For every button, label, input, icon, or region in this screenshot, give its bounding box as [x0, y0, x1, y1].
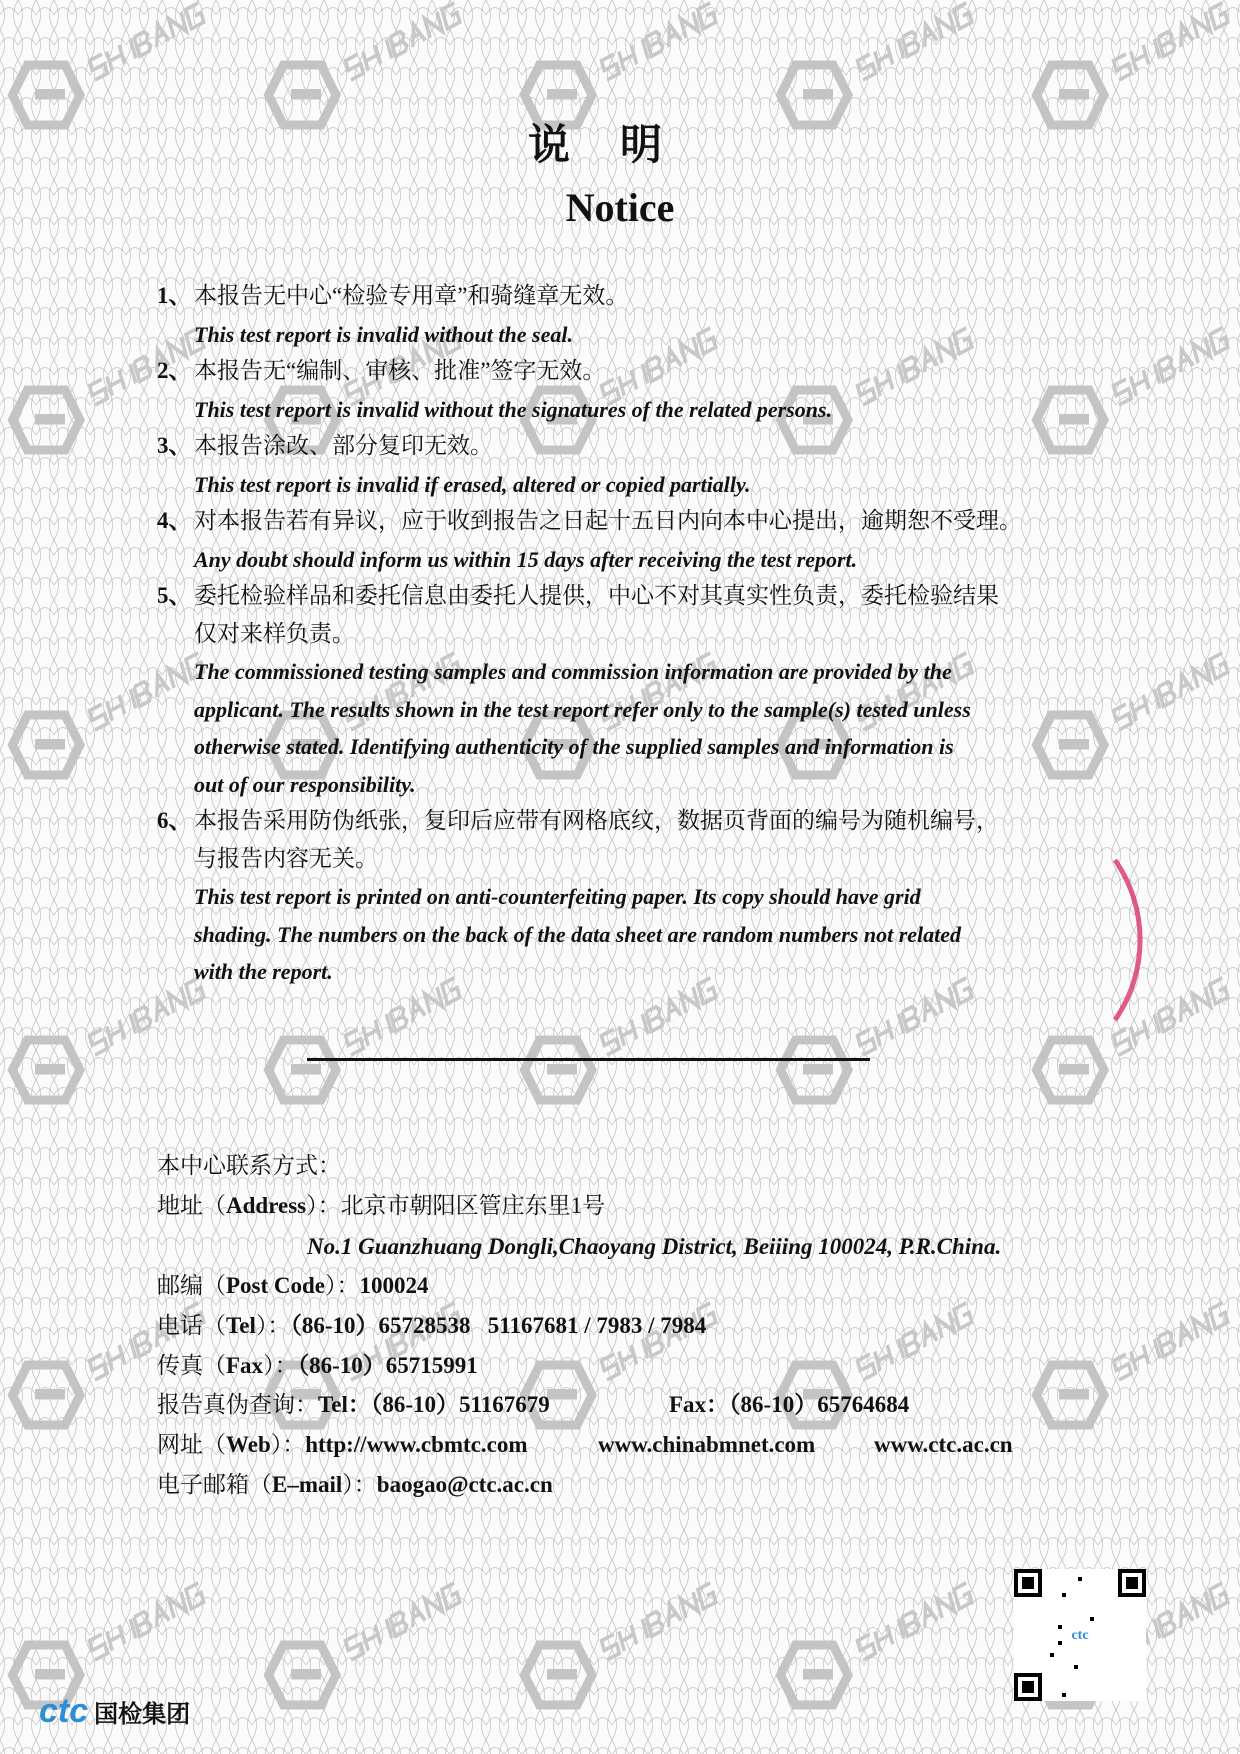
notice-line-cn: [157, 807, 999, 835]
notice-text-en: This test report is invalid without the signatures of the related persons.: [194, 396, 833, 422]
notice-line-cn: [157, 432, 493, 460]
divider: [307, 1058, 870, 1061]
notice-text-cn: 本报告无“编制、审核、批准”签字无效。: [194, 358, 606, 383]
address-row: [157, 1192, 605, 1220]
contact-heading: 本中心联系方式：: [157, 1153, 341, 1178]
notice-text-en: shading. The numbers on the back of the data sheet are random numbers not related: [194, 921, 962, 947]
notice-text-en: This test report is invalid if erased, altered or copied partially.: [194, 471, 751, 497]
verify-row: [157, 1391, 550, 1419]
notice-number: 6、: [157, 808, 192, 833]
tel-label: 电话（: [157, 1313, 226, 1338]
notice-number: 5、: [157, 583, 192, 608]
notice-number: 4、: [157, 508, 192, 533]
notice-text-cn: 本报告涂改、部分复印无效。: [194, 433, 493, 458]
web-link-chinabmnet[interactable]: www.chinabmnet.com: [598, 1432, 816, 1457]
verify-tel: Tel：（86-10）51167679: [318, 1392, 550, 1417]
fax-value: （86-10）65715991: [297, 1353, 478, 1378]
verify-fax: [669, 1391, 909, 1419]
notice-line-cn: [157, 582, 999, 610]
fax-label: 传真（: [157, 1353, 226, 1378]
page-title-en: Notice: [565, 185, 675, 230]
notice-number: 3、: [157, 433, 192, 458]
page-title-cn: 说明: [527, 123, 712, 169]
ctc-logo: [39, 1692, 190, 1731]
qr-center-logo: ctc: [1071, 1628, 1089, 1643]
notice-text-en: This test report is invalid without the seal.: [194, 321, 573, 347]
label-end: ）：: [263, 1353, 298, 1378]
label-end: ）：: [325, 1273, 360, 1298]
notice-text-en: out of our responsibility.: [194, 771, 416, 797]
notice-line-cn: [194, 845, 378, 873]
notice-text-cn: 本报告采用防伪纸张，复印后应带有网格底纹，数据页背面的编号为随机编号，: [194, 808, 999, 833]
notice-number: 1、: [157, 283, 192, 308]
tel-value: （86-10）65728538 51167681 / 7983 / 7984: [290, 1313, 707, 1338]
notice-text-cn: 对本报告若有异议，应于收到报告之日起十五日内向本中心提出，逾期恕不受理。: [194, 508, 1022, 533]
ctc-logo-mark: ctc: [39, 1692, 89, 1730]
email-label: 电子邮箱（: [157, 1472, 272, 1497]
notice-line-cn: [194, 620, 355, 648]
fax-row: [157, 1352, 478, 1380]
address-label: 地址（: [157, 1193, 226, 1218]
email-label-en: E–mail: [272, 1472, 343, 1497]
address-en: No.1 Guanzhuang Dongli,Chaoyang District, Beiiing 100024, P.R.China.: [307, 1234, 1002, 1259]
notice-line-cn: [157, 507, 1022, 535]
notice-text-en: The commissioned testing samples and commission information are provided by the: [194, 659, 952, 684]
label-end: ）：: [270, 1432, 306, 1457]
post-label-en: Post Code: [226, 1273, 326, 1298]
address-cn: 北京市朝阳区管庄东里1号: [340, 1193, 606, 1218]
tel-row: [157, 1312, 706, 1340]
label-end: ）：: [306, 1193, 341, 1218]
post-row: [157, 1272, 429, 1300]
notice-text-cn: 本报告无中心“检验专用章”和骑缝章无效。: [194, 283, 629, 308]
qr-code[interactable]: [1014, 1569, 1146, 1701]
notice-number: 2、: [157, 358, 192, 383]
web-label-en: Web: [226, 1432, 271, 1457]
notice-line-cn: [157, 357, 605, 385]
web-label: 网址（: [157, 1432, 226, 1457]
email-value[interactable]: baogao@ctc.ac.cn: [376, 1472, 553, 1497]
label-end: ）：: [255, 1313, 291, 1338]
tel-label-en: Tel: [226, 1313, 256, 1338]
ctc-logo-text: 国检集团: [94, 1701, 191, 1728]
post-code: 100024: [359, 1273, 429, 1298]
web-link-cbmtc[interactable]: http://www.cbmtc.com: [305, 1432, 528, 1457]
notice-text-en: Any doubt should inform us within 15 days after receiving the test report.: [194, 546, 858, 572]
notice-text-cn: 与报告内容无关。: [194, 845, 378, 871]
label-end: ）：: [342, 1472, 377, 1497]
notice-line-cn: [157, 282, 628, 310]
fax-label-en: Fax: [226, 1353, 264, 1378]
verify-fax-value: Fax：（86-10）65764684: [669, 1392, 910, 1417]
email-row: [157, 1471, 553, 1499]
address-label-en: Address: [226, 1193, 307, 1218]
seal-stamp-edge: [1100, 855, 1160, 1025]
web-row: [157, 1431, 528, 1459]
notice-text-cn: 仅对来样负责。: [194, 620, 355, 646]
notice-text-en: applicant. The results shown in the test report refer only to the sample(s) tested unless: [194, 696, 971, 722]
post-label: 邮编（: [157, 1273, 226, 1298]
notice-text-cn: 委托检验样品和委托信息由委托人提供，中心不对其真实性负责，委托检验结果: [194, 583, 999, 608]
notice-text-en: otherwise stated. Identifying authenticity of the supplied samples and information is: [194, 734, 954, 759]
verify-label: 报告真伪查询：: [157, 1392, 318, 1417]
notice-text-en: with the report.: [194, 959, 333, 984]
web-link-ctc[interactable]: www.ctc.ac.cn: [874, 1432, 1013, 1457]
notice-text-en: This test report is printed on anti-counterfeiting paper. Its copy should have grid: [194, 884, 921, 909]
